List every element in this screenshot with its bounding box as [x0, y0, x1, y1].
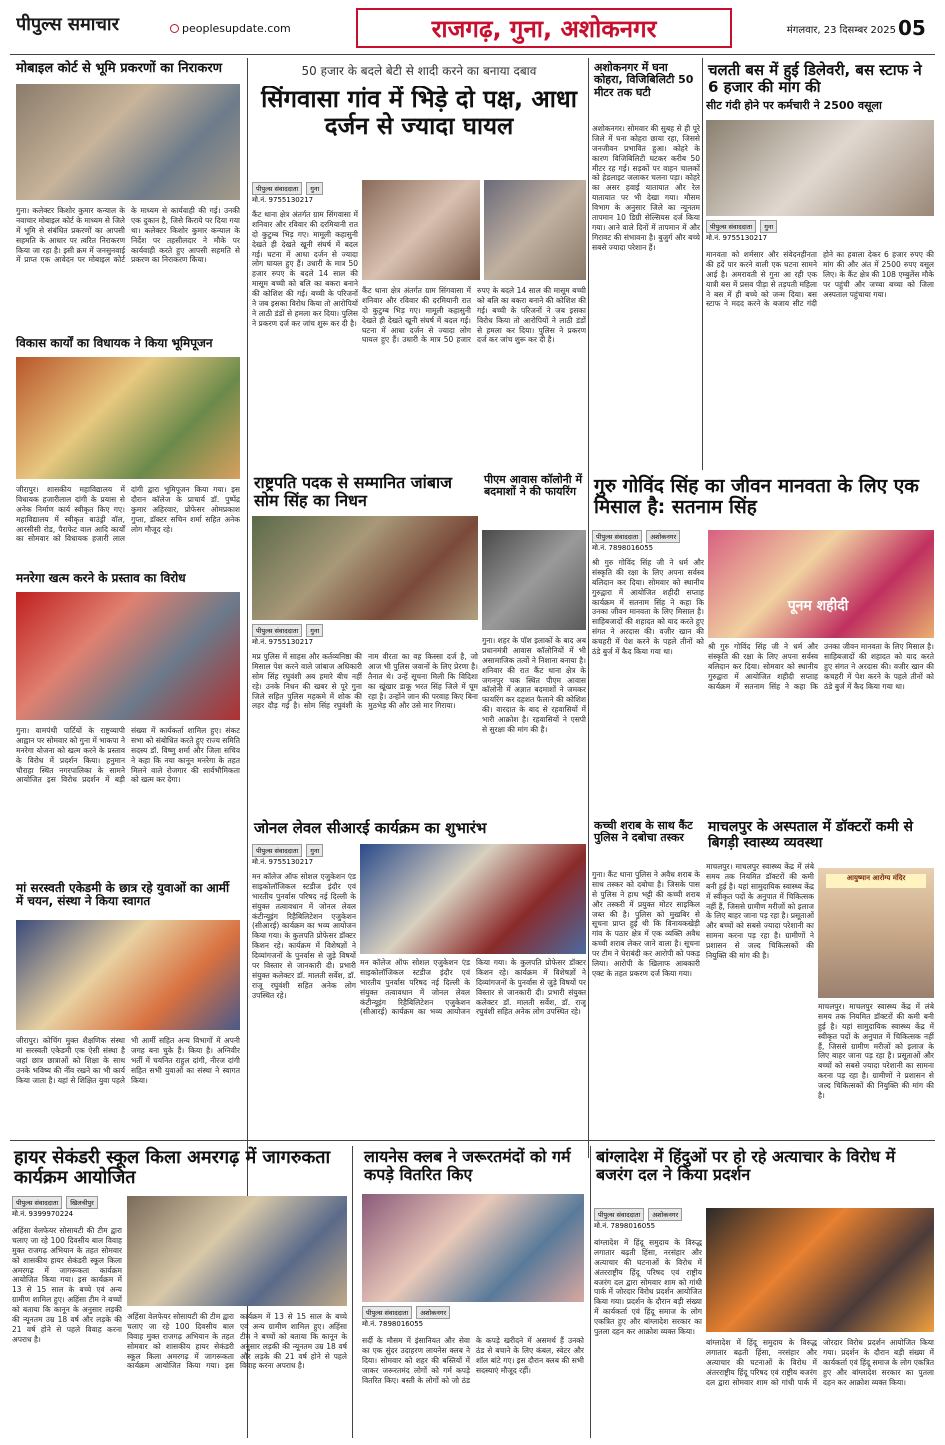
site-url[interactable]: peoplesupdate.com	[170, 20, 320, 36]
article-body: गुना। कैंट थाना पुलिस ने अवैध शराब के साथ तस्कर को दबोचा है। जिसके पास से पुलिस ने हाथ भट्टी की कच्ची शराब और तस्करी में प्रयुक्त मोटर साइकिल जब्त की है। पुलिस को मुखबिर से सूचना प्राप्त हुई थी कि विनायकखेड़ी गांव के पठार क्षेत्र में एक व्यक्ति अवैध कच्ची शराब लेकर जाने वाला है। सूचना पर टीम ने घेराबंदी कर आरोपी को पकड़ लिया। आरोपी के खिलाफ आबकारी एक्ट के तहत प्रकरण दर्ज किया गया।	[592, 870, 700, 978]
phone: मो.नं. 7898016055	[594, 1222, 656, 1230]
photo-cre	[360, 844, 586, 954]
phone: मो.नं. 9755130217	[252, 196, 314, 204]
photo-bajrang-protest	[706, 1208, 934, 1332]
article-body-cont: कैंट थाना क्षेत्र अंतर्गत ग्राम सिंगवासा में शनिवार और रविवार की दरमियानी रात दो कुटुम्ब भिड़ गए। मामूली कहासुनी देखते ही देखते खूनी संघर्ष में बदल गई। घटना में आधा दर्जन से ज्यादा लोग घायल हुए हैं। उधारी के मात्र 50 हजार रुपए के बदले 14 साल की मासूम बच्ची को बलि का बकरा बनाने की कोशिश की गई। बच्ची के परिजनों ने जब इसका विरोध किया तो आरोपियों ने लाठी डंडों से हमला कर दिया। पुलिस ने प्रकरण दर्ज कर जांच शुरू कर दी है।	[362, 286, 586, 345]
banner-text: पूनम शहीदी	[787, 598, 849, 614]
article-cre-program	[252, 818, 586, 1136]
article-bajrang-dal	[594, 1146, 934, 1438]
byline: पीपुल्स संवाददाता खिलचीपुर	[12, 1196, 98, 1209]
article-school-awareness	[12, 1146, 347, 1438]
article-body: जीरापुर। कोचिंग मुक्त शैक्षणिक संस्था मां सरस्वती एकेडमी एक ऐसी संस्था है जहां छात्र छात्राओं को शिक्षा के साथ उनके भविष्य की नींव रखने का भी कार्य किया जाता है। यहां से शिक्षित युवा पहले भी आर्मी सहित अन्य विभागों में अपनी जगह बना चुके हैं। किया है। अग्निवीर भर्ती में चयनित राहुल दांगी, नीरज दांगी सहित सभी युवाओं का संस्था ने स्वागत किया।	[16, 1036, 240, 1085]
headline: कच्ची शराब के साथ कैंट पुलिस ने दबोचा तस्कर	[594, 819, 693, 845]
article-body-cont: श्री गुरु गोविंद सिंह जी ने धर्म और संस्कृति की रक्षा के लिए अपना सर्वस्व बलिदान कर दिया। सोमवार को स्थानीय गुरुद्वारा में आयोजित शहीदी सप्ताह कार्यक्रम में सतनाम सिंह ने कहा कि उनका जीवन मानवता के लिए मिसाल है। साहिबजादों की शहादत को याद करते हुए संगत ने अरदास की। वजीर खान की कचहरी में पेश करने के पहले तीनों को ठंडे बुर्ज में कैद किया गया था।	[708, 642, 934, 691]
headline: लायनेस क्लब ने जरूरतमंदों को गर्म कपड़े वितरित किए	[364, 1147, 571, 1184]
photo-gurudwara	[708, 530, 934, 638]
headline: मोबाइल कोर्ट से भूमि प्रकरणों का निराकरण	[16, 61, 223, 76]
headline: चलती बस में हुई डिलेवरी, बस स्टाफ ने 6 हजार की मांग की	[708, 61, 922, 96]
article-body-cont: मन कॉलेज ऑफ सोशल एजुकेशन एंड साइकोलॉजिकल स्टडीज इंदौर एवं भारतीय पुनर्वास परिषद नई दिल्ली के संयुक्त तत्वावधान में जोनल लेवल कंटीन्यूइंग रिहैबिलिटेशन एजुकेशन (सीआरई) कार्यक्रम का भव्य आयोजन किया गया। के कुलपति प्रोफेसर डॉक्टर किशन रहे। कार्यक्रम में विशेषज्ञों ने दिव्यांगजनों के पुनर्वास से जुड़े विषयों पर विस्तार से जानकारी दी। प्रभारी संयुक्त कलेक्टर डॉ. मालती सर्वेश, डॉ. राजू रघुवंशी सहित अनेक लोग उपस्थित रहे।	[360, 958, 586, 1017]
article-machalpur-hospital	[706, 818, 934, 1136]
phone: मो.नं. 9399970224	[12, 1210, 74, 1218]
section-banner: राजगढ़, गुना, अशोकनगर	[356, 8, 732, 48]
headline: पीएम आवास कॉलोनी में बदमाशों ने की फायरिंग	[484, 473, 583, 499]
article-bus-delivery	[706, 60, 934, 470]
article-mla-bhoomipujan	[12, 335, 244, 565]
byline: पीपुल्स संवाददाता गुना	[252, 844, 323, 857]
article-army-selection	[12, 880, 244, 1135]
article-body: गुना। शहर के पॉश इलाकों के बाद अब प्रधानमंत्री आवास कॉलोनियों में भी असामाजिक तत्वों ने निशाना बनाया है। शनिवार की रात कैंट थाना क्षेत्र के जगनपुर चक स्थित पीएम आवास कॉलोनी में अज्ञात बदमाशों ने जमकर फायरिंग कर दहशत फैलाने की कोशिश की। वारदात के बाद से रहवासियों में भारी आक्रोश है। रहवासियों ने एसपी से सुरक्षा की मांग की है।	[482, 636, 586, 735]
byline: पीपुल्स संवाददाता गुना	[252, 182, 323, 195]
article-lioness-club	[362, 1146, 584, 1438]
article-body-cont: माचलपुर। माचलपुर स्वास्थ्य केंद्र में लंबे समय तक नियमित डॉक्टरों की कमी बनी हुई है। यहां सामुदायिक स्वास्थ्य केंद्र में स्वीकृत पदों के अनुपात में चिकित्सक नहीं हैं, जिससे ग्रामीण मरीजों को इलाज के लिए बाहर जाना पड़ रहा है। प्रसूताओं और बच्चों को सबसे ज्यादा परेशानी का सामना करना पड़ रहा है। ग्रामीणों ने प्रशासन से जल्द चिकित्सकों की नियुक्ति की मांग की है।	[818, 1002, 934, 1101]
byline: पीपुल्स संवाददाता अशोकनगर	[594, 1208, 682, 1221]
globe-icon	[170, 24, 179, 33]
article-singwasa-clash	[252, 60, 586, 465]
article-body: माचलपुर। माचलपुर स्वास्थ्य केंद्र में लंबे समय तक नियमित डॉक्टरों की कमी बनी हुई है। यहां सामुदायिक स्वास्थ्य केंद्र में स्वीकृत पदों के अनुपात में चिकित्सक नहीं हैं, जिससे ग्रामीण मरीजों को इलाज के लिए बाहर जाना पड़ रहा है। प्रसूताओं और बच्चों को सबसे ज्यादा परेशानी का सामना करना पड़ रहा है। ग्रामीणों ने प्रशासन से जल्द चिकित्सकों की नियुक्ति की मांग की है।	[706, 862, 814, 961]
phone: मो.नं. 9755130217	[252, 858, 314, 866]
article-som-singh	[252, 472, 478, 812]
headline: विकास कार्यों का विधायक ने किया भूमिपूजन	[16, 336, 213, 350]
page-number: 05	[898, 16, 926, 40]
article-pm-awas-firing	[482, 472, 586, 812]
phone: मो.नं. 7898016055	[592, 544, 654, 552]
headline: अशोकनगर में घना कोहरा, विजिबिलिटी 50 मीटर तक घटी	[594, 61, 694, 99]
article-body: सर्दी के मौसम में इंसानियत और सेवा का एक सुंदर उदाहरण लायनेस क्लब ने दिया। सोमवार को शहर की बस्तियों में जाकर जरूरतमंद लोगों को गर्म कपड़े वितरित किए। बस्ती के लोगों को जो ठंड के कपड़े खरीदने में असमर्थ हैं उनको ठंड से बचाने के लिए कंबल, स्वेटर और शॉल बांटे गए। इस दौरान क्लब की सभी सदस्याएं मौजूद रहीं।	[362, 1336, 584, 1385]
phone: मो.नं. 9755130217	[252, 638, 314, 646]
byline: पीपुल्स संवाददाता गुना	[252, 624, 323, 637]
photo-protest	[16, 592, 240, 720]
photo-injured-2	[484, 180, 586, 280]
photo-bhoomipujan	[16, 357, 240, 479]
photo-lioness	[362, 1194, 584, 1302]
article-body: गुना। वामपंथी पार्टियों के राष्ट्रव्यापी आह्वान पर सोमवार को गुना में भाकपा ने मनरेगा योजना को खत्म करने के प्रस्ताव के विरोध में प्रदर्शन किया। हनुमान चौराहा स्थित नगरपालिका के सामने आयोजित इस विरोध प्रदर्शन में बड़ी संख्या में कार्यकर्ता शामिल हुए। संकट सभा को संबोधित करते हुए राज्य समिति सदस्य डॉ. विष्णु शर्मा और जिला सचिव ने कहा कि नया कानून मनरेगा के तहत मिलने वाले रोजगार की सार्वभौमिकता को खत्म कर देगा।	[16, 726, 240, 785]
kicker: 50 हजार के बदले बेटी से शादी करने का बनाया दबाव	[301, 64, 537, 78]
article-body: श्री गुरु गोविंद सिंह जी ने धर्म और संस्कृति की रक्षा के लिए अपना सर्वस्व बलिदान कर दिया। सोमवार को स्थानीय गुरुद्वारा में आयोजित शहीदी सप्ताह कार्यक्रम में सतनाम सिंह ने कहा कि उनका जीवन मानवता के लिए मिसाल है। साहिबजादों की शहादत को याद करते हुए संगत ने अरदास की। वजीर खान की कचहरी में पेश करने के पहले तीनों को ठंडे बुर्ज में कैद किया गया था।	[592, 558, 704, 657]
headline: माचलपुर के अस्पताल में डॉक्टरों कमी से बिगड़ी स्वास्थ्य व्यवस्था	[708, 819, 913, 851]
logo	[16, 12, 166, 40]
article-body: बांग्लादेश में हिंदू समुदाय के विरुद्ध लगातार बढ़ती हिंसा, नरसंहार और अत्याचार की घटनाओं के विरोध में अंतरराष्ट्रीय हिंदू परिषद एवं राष्ट्रीय बजरंग दल द्वारा सोमवार शाम को गांधी पार्क में जोरदार विरोध प्रदर्शन आयोजित किया गया। प्रदर्शन के दौरान बड़ी संख्या में कार्यकर्ता एवं हिंदू समाज के लोग एकत्रित हुए और बांग्लादेश सरकार का पुतला दहन कर आक्रोश व्यक्त किया।	[594, 1238, 702, 1337]
photo-academy	[16, 920, 240, 1030]
phone: मो.नं. 9755130217	[706, 234, 768, 242]
headline: मां सरस्वती एकेडमी के छात्र रहे युवाओं का आर्मी में चयन, संस्था ने किया स्वागत	[16, 881, 230, 909]
headline: राष्ट्रपति पदक से सम्मानित जांबाज सोम सिंह का निधन	[254, 473, 452, 510]
article-body: जीरापुर। शासकीय महाविद्यालय में विधायक हजारीलाल दांगी के प्रयास से अनेक निर्माण कार्य स्वीकृत किए गए। महाविद्यालय में स्वीकृत बाउंड्री वॉल, आरसीसी रोड, पैराफेट वाल आदि कार्यों का सोमवार को विधायक हजारी लाल दांगी द्वारा भूमिपूजन किया गया। इस दौरान कॉलेज के प्राचार्य डॉ. पुष्पेंद्र कुमार अहिरवार, प्रोफेसर ओमप्रकाश गुप्ता, डॉक्टर सचिन शर्मा सहित अनेक लोग मौजूद रहे।	[16, 485, 240, 544]
article-body: अहिंसा वेलफेयर सोसायटी की टीम द्वारा चलाए जा रहे 100 दिवसीय बाल विवाह मुक्त राजगढ़ अभियान के तहत सोमवार को शासकीय हायर सेकंडरी स्कूल किला अमरगढ़ में जागरूकता कार्यक्रम आयोजित किया गया। इस कार्यक्रम में 13 से 15 साल के बच्चे एवं अन्य ग्रामीण शामिल हुए। अहिंसा टीम ने बच्चों को बताया कि कानून के अनुसार लड़की की न्यूनतम उम्र 18 वर्ष और लड़के की 21 वर्ष होने से पहले विवाह करना अपराध है।	[12, 1226, 122, 1344]
hospital-sign: आयुष्मान आरोग्य मंदिर	[826, 874, 926, 888]
article-body: मन कॉलेज ऑफ सोशल एजुकेशन एंड साइकोलॉजिकल स्टडीज इंदौर एवं भारतीय पुनर्वास परिषद नई दिल्ली के संयुक्त तत्वावधान में जोनल लेवल कंटीन्यूइंग रिहैबिलिटेशन एजुकेशन (सीआरई) कार्यक्रम का भव्य आयोजन किया गया। के कुलपति प्रोफेसर डॉक्टर किशन रहे। कार्यक्रम में विशेषज्ञों ने दिव्यांगजनों के पुनर्वास से जुड़े विषयों पर विस्तार से जानकारी दी। प्रभारी संयुक्त कलेक्टर डॉ. मालती सर्वेश, डॉ. राजू रघुवंशी सहित अनेक लोग उपस्थित रहे।	[252, 872, 356, 1000]
headline: सिंगवासा गांव में भिड़े दो पक्ष, आधा दर्जन से ज्यादा घायल	[261, 86, 577, 140]
article-guru-gobind	[592, 474, 934, 812]
article-body: कैंट थाना क्षेत्र अंतर्गत ग्राम सिंगवासा में शनिवार और रविवार की दरमियानी रात दो कुटुम्ब भिड़ गए। मामूली कहासुनी देखते ही देखते खूनी संघर्ष में बदल गई। घटना में आधा दर्जन से ज्यादा लोग घायल हुए हैं। उधारी के मात्र 50 हजार रुपए के बदले 14 साल की मासूम बच्ची को बलि का बकरा बनाने की कोशिश की गई। बच्ची के परिजनों ने जब इसका विरोध किया तो आरोपियों ने लाठी डंडों से हमला कर दिया। पुलिस ने प्रकरण दर्ज कर जांच शुरू कर दी है।	[252, 210, 358, 328]
article-fog	[592, 60, 700, 468]
photo-school	[127, 1196, 347, 1306]
issue-date: मंगलवार, 23 दिसम्बर 2025	[786, 25, 896, 36]
headline: जोनल लेवल सीआरई कार्यक्रम का शुभारंभ	[254, 819, 487, 837]
article-mnrega-protest	[12, 570, 244, 875]
byline: पीपुल्स संवाददाता अशोकनगर	[362, 1306, 450, 1319]
photo-newborn	[706, 120, 934, 216]
byline: पीपुल्स संवाददाता अशोकनगर	[592, 530, 680, 543]
article-body: मानवता को शर्मसार और संवेदनहीनता की हदें पार करने वाली एक घटना सामने आई है। अमरावती से गुना आ रही एक यात्री बस में प्रसव पीड़ा से तड़पती महिला ने बस में ही बच्चे को जन्म दिया। बस स्टाफ ने मदद करने के बजाय सीट गंदी होने का हवाला देकर 6 हजार रुपए की मांग की और अंत में 2500 रुपए वसूल लिए। के कैंट क्षेत्र की 108 एम्बुलेंस मौके पर पहुंची और जच्चा बच्चा को जिला अस्पताल पहुंचाया गया।	[706, 250, 934, 309]
photo-tribute	[252, 516, 478, 620]
article-body: मप्र पुलिस में साहस और कर्तव्यनिष्ठा की मिसाल पेश करने वाले जांबाज अधिकारी सोम सिंह रघुवंशी अब हमारे बीच नहीं रहे। उनके निधन की खबर से पूरे गुना जिले सहित पुलिस महकमे में शोक की लहर दौड़ गई है। सोम सिंह रघुवंशी के नाम वीरता का वह किस्सा दर्ज है, जो आज भी पुलिस जवानों के लिए प्रेरणा है। तैनात थे। उन्हें सूचना मिली कि विदिशा का खूंखार डाकू भरत सिंह जिले में घूम रहा है। उन्होंने जान की परवाह किए बिना मुठभेड़ की और उसे मार गिराया।	[252, 652, 478, 711]
subhead: सीट गंदी होने पर कर्मचारी ने 2500 वसूला	[706, 99, 882, 112]
headline: मनरेगा खत्म करने के प्रस्ताव का विरोध	[16, 571, 186, 585]
article-body: गुना। कलेक्टर किशोर कुमार कन्याल के नवाचार मोबाइल कोर्ट के माध्यम से जिले में भूमि से संबंधित प्रकरणों का आपसी सहमति के आधार पर त्वरित निराकरण किया जा रहा है। इसी क्रम में जनसुनवाई में प्राप्त एक आवेदन पर मोबाइल कोर्ट के माध्यम से कार्यवाही की गई। उनकी एक दुकान है, जिसे किराये पर दिया गया था। कलेक्टर किशोर कुमार कन्याल के निर्देश पर तहसीलदार ने मौके पर कार्यवाही करते हुए आपसी सहमति से प्रकरण का निराकरण किया।	[16, 206, 240, 265]
photo-cctv	[482, 530, 586, 630]
article-body-cont: अहिंसा वेलफेयर सोसायटी की टीम द्वारा चलाए जा रहे 100 दिवसीय बाल विवाह मुक्त राजगढ़ अभियान के तहत सोमवार को शासकीय हायर सेकंडरी स्कूल किला अमरगढ़ में जागरूकता कार्यक्रम आयोजित किया गया। इस कार्यक्रम में 13 से 15 साल के बच्चे एवं अन्य ग्रामीण शामिल हुए। अहिंसा टीम ने बच्चों को बताया कि कानून के अनुसार लड़की की न्यूनतम उम्र 18 वर्ष और लड़के की 21 वर्ष होने से पहले विवाह करना अपराध है।	[127, 1312, 347, 1371]
photo-hospital	[818, 868, 934, 998]
photo-injured	[362, 180, 480, 280]
masthead	[0, 0, 945, 54]
headline: गुरु गोविंद सिंह का जीवन मानवता के लिए एक मिसाल है: सतनाम सिंह	[594, 475, 919, 519]
article-body-cont: बांग्लादेश में हिंदू समुदाय के विरुद्ध लगातार बढ़ती हिंसा, नरसंहार और अत्याचार की घटनाओं के विरोध में अंतरराष्ट्रीय हिंदू परिषद एवं राष्ट्रीय बजरंग दल द्वारा सोमवार शाम को गांधी पार्क में जोरदार विरोध प्रदर्शन आयोजित किया गया। प्रदर्शन के दौरान बड़ी संख्या में कार्यकर्ता एवं हिंदू समाज के लोग एकत्रित हुए और बांग्लादेश सरकार का पुतला दहन कर आक्रोश व्यक्त किया।	[706, 1338, 934, 1387]
headline: बांग्लादेश में हिंदुओं पर हो रहे अत्याचार के विरोध में बजरंग दल ने किया प्रदर्शन	[596, 1147, 896, 1184]
article-mobile-court	[12, 60, 244, 330]
photo-mobile-court	[16, 84, 240, 200]
byline: पीपुल्स संवाददाता गुना	[706, 220, 777, 233]
article-liquor-smuggler	[592, 818, 700, 1136]
article-body: अशोकनगर। सोमवार की सुबह से ही पूरे जिले में घना कोहरा छाया रहा, जिससे जनजीवन प्रभावित हुआ। कोहरे के कारण विजिबिलिटी घटकर करीब 50 मीटर रह गई। सड़कों पर वाहन चालकों को हेडलाइट जलाकर चलना पड़ा। कोहरे का असर हवाई यातायात और रेल यातायात पर भी देखा गया। मौसम विभाग के अनुसार जिले का न्यूनतम तापमान 10 डिग्री सेल्सियस दर्ज किया गया। आने वाले दिनों में तापमान में और गिरावट की संभावना है। बुजुर्ग और बच्चे सबसे ज्यादा परेशान हैं।	[592, 124, 700, 252]
phone: मो.नं. 7898016055	[362, 1320, 424, 1328]
logo-text: पीपुल्स समाचार	[16, 14, 119, 35]
headline: हायर सेकंडरी स्कूल किला अमरगढ़ में जागरुकता कार्यक्रम आयोजित	[14, 1147, 331, 1189]
